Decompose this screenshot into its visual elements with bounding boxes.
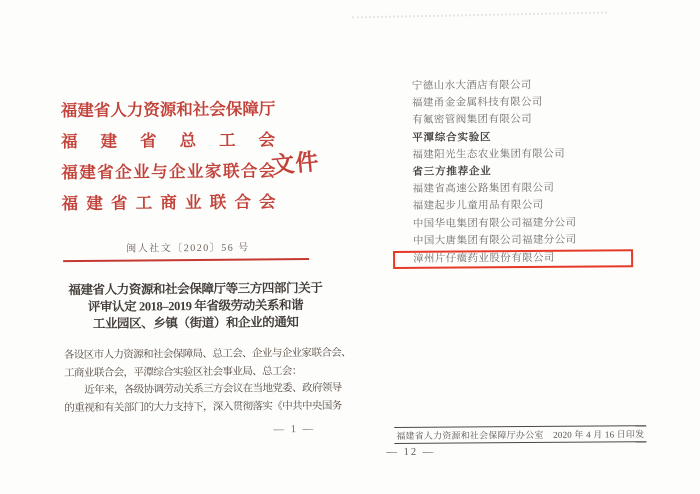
highlighted-company: 漳州片仔癀药业股份有限公司 [393, 249, 633, 269]
agency-line-4: 福 建 省 工 商 业 联 合 会 [61, 191, 276, 213]
list-section-heading: 平潭综合实验区 [412, 131, 492, 144]
page-number-left: — 1 — [273, 423, 316, 436]
list-section-heading: 省三方推荐企业 [412, 166, 492, 178]
page-left [23, 0, 367, 494]
list-item: 福建省高速公路集团有限公司 [412, 182, 555, 195]
title-line-3: 工业园区、乡镇（街道）和企业的通知 [92, 314, 299, 331]
list-item: 福建起步儿童用品有限公司 [412, 200, 544, 213]
agency-line-2: 福 建 省 总 工 会 [60, 129, 276, 151]
body-line: 工商业联合会，平潭综合实验区社会事业局、总工会： [64, 365, 302, 379]
body-line: 近年来，各级协调劳动关系三方会议在当地党委、政府领导 [84, 382, 342, 397]
page-right [363, 0, 700, 494]
document-number: 闽人社文〔2020〕56 号 [126, 242, 250, 255]
title-line-1: 福建省人力资源和社会保障厅等三方四部门关于 [68, 280, 323, 298]
agency-line-3: 福 建 省 企 业 与 企 业 家 联 合 会 [61, 160, 276, 182]
agency-line-1: 福 建 省 人 力 资 源 和 社 会 保 障 厅 [60, 98, 276, 120]
red-divider-rule [63, 258, 309, 262]
page-number-right: — 12 — [386, 446, 436, 459]
document-body [63, 345, 352, 418]
list-item: 宁德山水大酒店有限公司 [411, 80, 532, 92]
list-item: 中国大唐集团有限公司福建分公司 [412, 234, 577, 247]
issuing-office: 福建省人力资源和社会保障厅办公室 [396, 429, 544, 441]
document-title [33, 280, 357, 333]
list-item: 中国华电集团有限公司福建分公司 [412, 217, 577, 230]
company-list [412, 76, 633, 268]
issue-date: 2020 年 4 月 16 日印发 [553, 429, 645, 440]
red-letterhead [61, 91, 276, 217]
list-item: 福建阳光生态农业集团有限公司 [412, 148, 565, 161]
issuing-footer [394, 425, 646, 444]
list-item: 有氟密管阀集团有限公司 [412, 114, 533, 127]
letterhead-suffix: 文件 [270, 148, 321, 179]
body-line: 的重视和有关部门的大力支持下，深入贯彻落实《中共中央国务 [64, 400, 342, 414]
body-line: 各设区市人力资源和社会保障局、总工会、企业与企业家联合会、 [63, 347, 352, 362]
title-line-2: 评审认定 2018–2019 年省级劳动关系和谐 [87, 297, 304, 314]
list-item: 福建甬金金属科技有限公司 [411, 97, 543, 110]
